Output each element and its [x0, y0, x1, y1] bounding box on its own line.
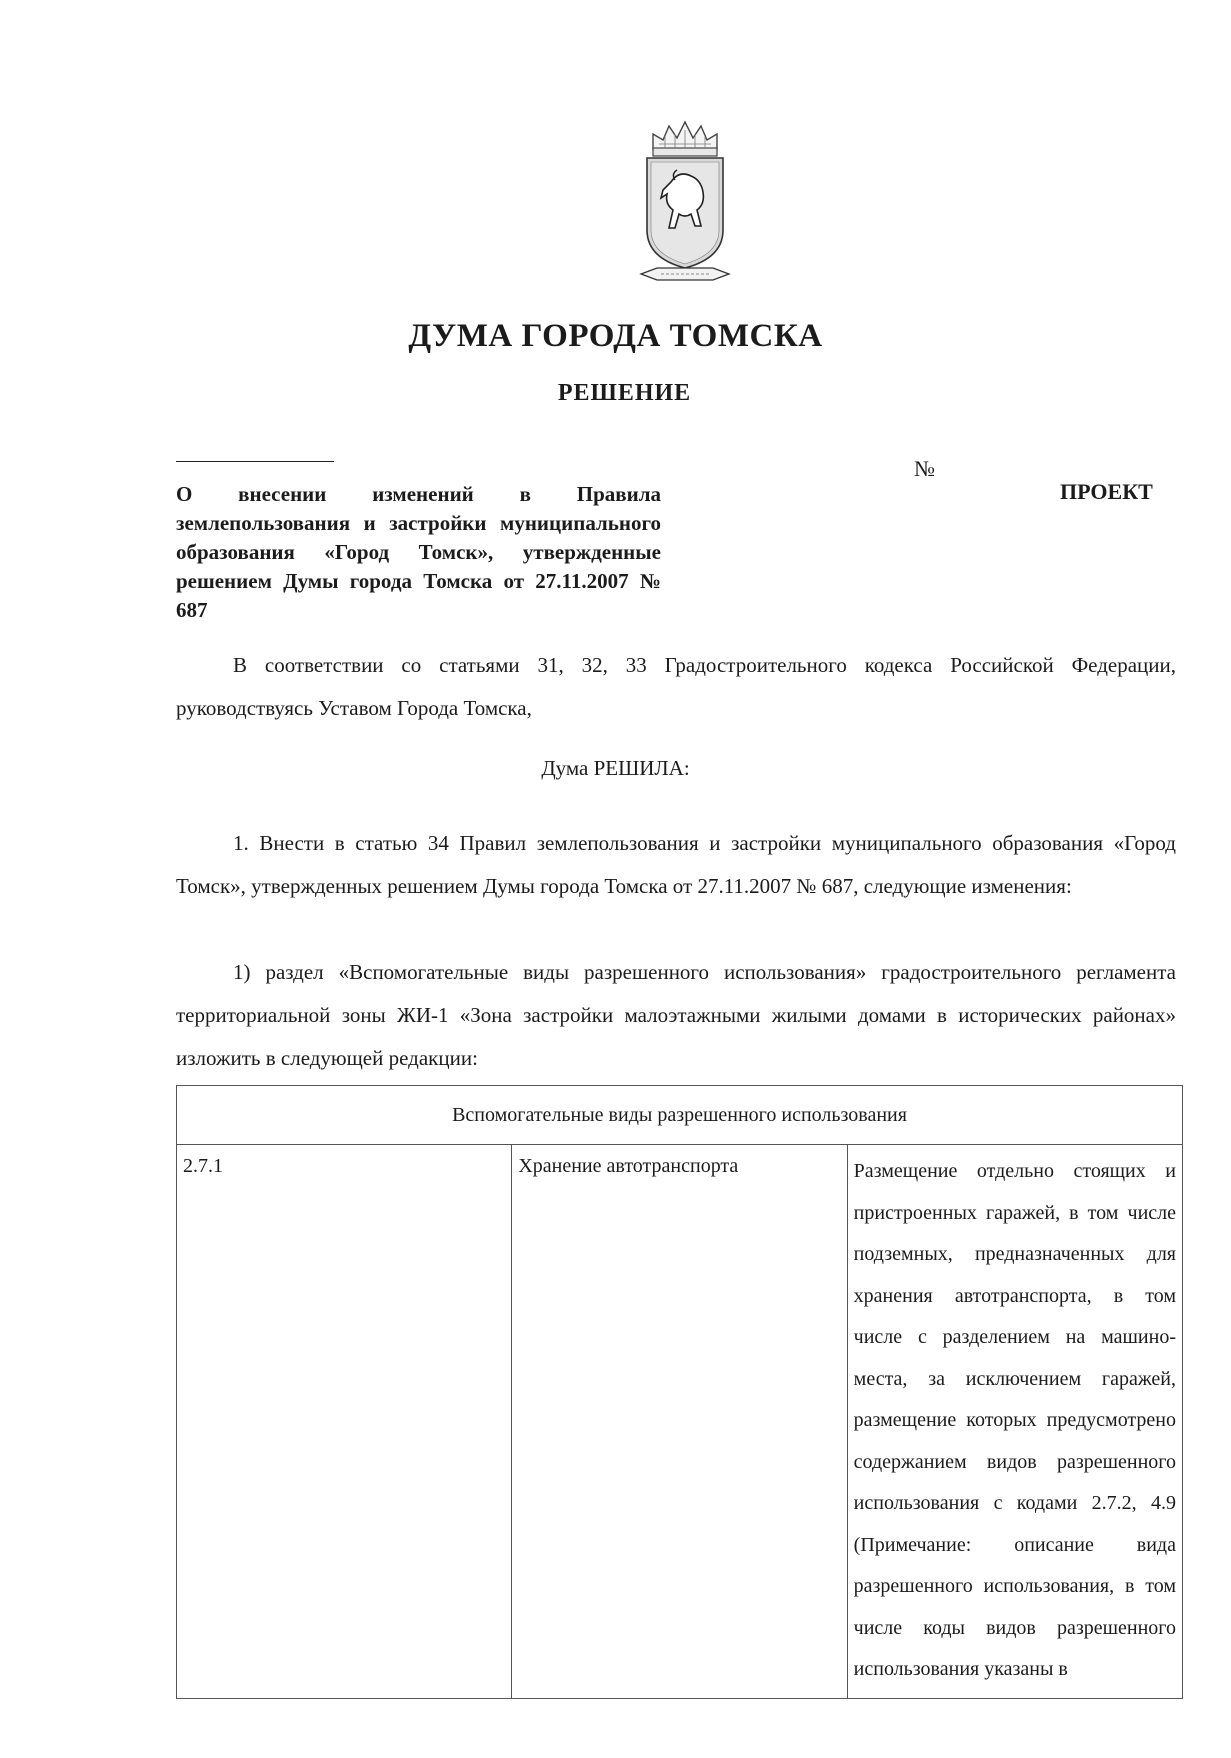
table-header-row: [177, 1086, 1183, 1145]
decision-subject: О внесении изменений в Правила землепользования и застройки муниципального образования «Город Томск», утвержденные решением Думы города Томска от 27.11.2007 № 687: [176, 482, 661, 622]
resolution-heading: Дума РЕШИЛА:: [541, 756, 690, 780]
number-sign: №: [914, 456, 935, 481]
code-cell: 2.7.1: [177, 1145, 512, 1699]
preamble-paragraph: В соответствии со статьями 31, 32, 33 Градостроительного кодекса Российской Федерации, руководствуясь Уставом Города Томска,: [176, 653, 1176, 720]
regulation-table: [176, 1085, 1183, 1699]
use-description-cell: Размещение отдельно стоящих и пристроенных гаражей, в том числе подземных, предназначенных для хранения автотранспорта, в том числе с разделением на машино-места, за исключением гаражей, размещение которых предусмотрено содержанием видов разрешенного использования с кодами 2.7.2, 4.9 (Примечание: описание вида разрешенного использования, в том числе коды видов разрешенного использования указаны в: [847, 1145, 1182, 1699]
item-1-paragraph: 1. Внести в статью 34 Правил землепользования и застройки муниципального образования «Город Томск», утвержденных решением Думы города Томска от 27.11.2007 № 687, следующие изменения:: [176, 831, 1176, 898]
subitem-1-paragraph: 1) раздел «Вспомогательные виды разрешенного использования» градостроительного регламента территориальной зоны ЖИ-1 «Зона застройки малоэтажными жилыми домами в исторических районах» изложить в следующей редакции:: [176, 960, 1176, 1070]
table-row: [177, 1145, 1183, 1699]
tomsk-coat-of-arms-icon: [635, 118, 735, 286]
table-header-cell: Вспомогательные виды разрешенного использования: [177, 1086, 1183, 1145]
organization-title: ДУМА ГОРОДА ТОМСКА: [408, 318, 823, 354]
date-blank-line: [176, 461, 334, 462]
document-type: РЕШЕНИЕ: [557, 380, 692, 406]
draft-mark: ПРОЕКТ: [1060, 479, 1153, 504]
use-name-cell: Хранение автотранспорта: [512, 1145, 847, 1699]
